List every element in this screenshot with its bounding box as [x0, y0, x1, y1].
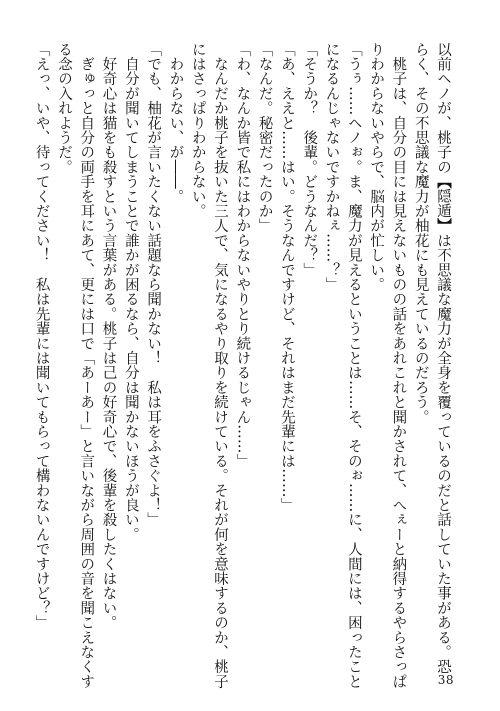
text-line: ぎゅっと自分の両手を耳にあて、更には口で「あーあー」と言いながら周囲の音を聞こえなくす	[78, 42, 95, 689]
text-segment: 以前ヘノが、桃子の	[435, 42, 451, 175]
text-line: 「わ、なんか皆で私にはわからないやりとり続けるじゃん……」	[234, 42, 251, 469]
text-line: 「なんだ。秘密だったのか」	[256, 42, 273, 234]
text-line: わからない、が――。	[167, 42, 184, 204]
page-number: 38	[437, 673, 454, 687]
term-bracket-open: 【	[435, 174, 452, 190]
term-word: 隠遁	[435, 189, 451, 219]
text-line: にはさっぱりわからない。	[189, 42, 206, 219]
text-segment: は不思議な魔力が全身を覆っているのだと話していた事がある。恐	[435, 233, 451, 675]
text-line: 好奇心は猫をも殺すという言葉がある。桃子は己の好奇心で、後輩を殺したくはない。	[100, 42, 117, 630]
text-line: 「あ、ええと……はい。そうなんですけど、それはまだ先輩には……」	[278, 42, 295, 513]
text-line: になるんじゃないですかねぇ……？」	[323, 42, 340, 292]
emphasized-term	[435, 174, 451, 233]
text-line: 「えっ、いや、待ってください！ 私は先輩には聞いてもらって構わないんですけど？」	[33, 42, 50, 630]
term-bracket-close: 】	[435, 218, 452, 234]
text-line: 「うぅ……ヘノぉ。ま、魔力が見えるということは……そ、そのぉ……に、人間には、困ったこと	[345, 42, 362, 689]
text-line: 「そうか？ 後輩。どうなんだ？」	[301, 42, 318, 278]
text-line: らく、その不思議な魔力が柚花にも見えているのだろう。	[412, 42, 429, 425]
text-line: 桃子は、自分の目には見えないものの話をあれこれと聞かされて、へぇーと納得するやらさっぱ	[390, 42, 407, 689]
text-line: りわからないやらで、脳内が忙しい。	[368, 42, 385, 292]
text-line: 自分が聞いてしまうことで誰かが困るなら、自分は聞かないほうが良い。	[122, 42, 139, 542]
text-line	[432, 42, 454, 675]
text-line: なんだか桃子を抜いた三人で、気になるやり取りを続けている。それが何を意味するのか、桃子	[212, 42, 229, 689]
text-line: る念の入れようだ。	[55, 42, 72, 175]
text-line: 「でも、柚花が言いたくない話題なら聞かない！ 私は耳をふさぐよ！」	[145, 42, 162, 528]
